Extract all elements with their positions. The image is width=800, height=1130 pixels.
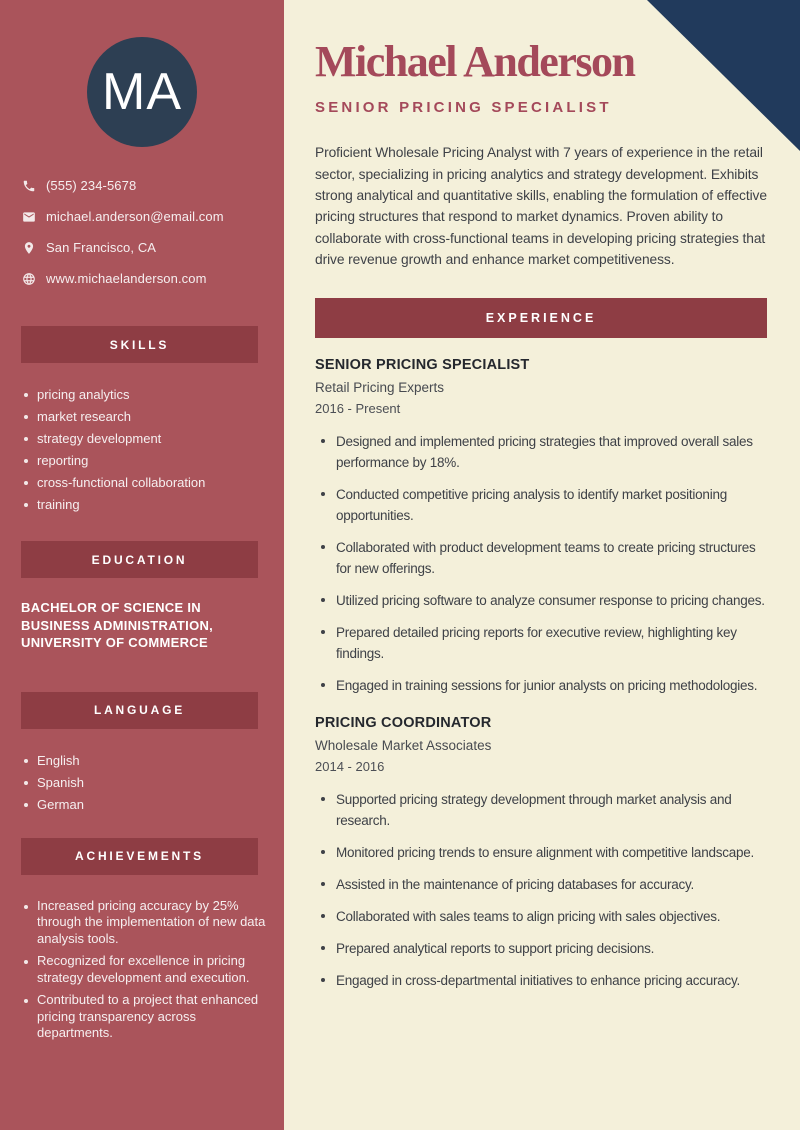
language-label: German [37,796,84,812]
contact-section [0,178,284,286]
bullet-dot [321,630,325,634]
achievement-text: Contributed to a project that enhanced pricing transparency across departments. [37,992,259,1040]
achievement-item [24,898,268,948]
job-role: PRICING COORDINATOR [315,715,492,732]
sidebar [0,0,284,1130]
achievement-item [24,992,268,1042]
bullet-dot [321,914,325,918]
job-bullet-text: Monitored pricing trends to ensure alignment with competitive landscape. [336,845,754,861]
language-list [0,752,284,813]
map-pin-icon [22,241,36,255]
job-role: SENIOR PRICING SPECIALIST [315,357,530,374]
experience-section-header [315,298,767,338]
job-bullet [315,537,767,579]
job-bullet [315,842,767,863]
bullet-dot [321,545,325,549]
achievement-text: Recognized for excellence in pricing strategy development and execution. [37,953,250,985]
job-bullet-text: Designed and implemented pricing strategies that improved overall sales performance by 18%. [336,434,753,471]
bullet-dot [24,437,28,441]
education-degree: BACHELOR OF SCIENCE IN BUSINESS ADMINISTRATION, UNIVERSITY OF COMMERCE [21,600,214,650]
globe-icon [22,272,36,286]
language-item [24,752,268,769]
bullet-dot [24,503,28,507]
skills-section-header [21,326,258,363]
job-dates: 2016 - Present [315,401,401,417]
bullet-dot [321,797,325,801]
language-label: Spanish [37,774,84,790]
contact-phone[interactable] [22,178,284,193]
job-bullet [315,789,767,831]
bullet-dot [321,978,325,982]
skill-label: pricing analytics [37,387,130,402]
avatar [87,37,197,147]
skill-label: reporting [37,453,89,468]
experience-section-title: EXPERIENCE [485,311,597,326]
bullet-dot [24,759,28,763]
language-section-header [21,692,258,729]
bullet-dot [24,415,28,419]
job-bullet-text: Prepared detailed pricing reports for executive review, highlighting key findings. [336,625,737,662]
achievement-text: Increased pricing accuracy by 25% through the implementation of new data analysis tools. [37,897,266,946]
job-bullet-list [315,431,767,696]
language-label: English [37,752,80,768]
job-bullet [315,622,767,664]
phone-number: (555) 234-5678 [46,178,137,193]
job-bullet [315,938,767,959]
bullet-dot [321,439,325,443]
bullet-dot [24,393,28,397]
contact-website[interactable] [22,271,284,286]
email-address: michael.anderson@email.com [46,209,224,224]
job-bullet-text: Collaborated with sales teams to align pricing with sales objectives. [336,909,721,925]
avatar-initials: MA [102,63,182,121]
skill-label: cross-functional collaboration [37,475,206,490]
achievements-list [0,898,284,1042]
bullet-dot [321,850,325,854]
job-bullet [315,675,767,696]
skill-item [24,408,268,425]
bullet-dot [24,481,28,485]
job-bullet-text: Supported pricing strategy development through market analysis and research. [336,792,732,829]
phone-icon [22,179,36,193]
achievement-item [24,953,268,986]
main-content [284,0,800,1130]
job-bullet-text: Engaged in cross-departmental initiatives to enhance pricing accuracy. [336,973,740,989]
education-section-title: EDUCATION [91,552,188,567]
job-bullet [315,484,767,526]
bullet-dot [321,882,325,886]
bullet-dot [24,999,28,1003]
education-section-header [21,541,258,578]
job-bullet-text: Utilized pricing software to analyze consumer response to pricing changes. [336,593,765,609]
skill-item [24,474,268,491]
language-section-title: LANGUAGE [93,703,186,717]
job-bullet-text: Engaged in training sessions for junior analysts on pricing methodologies. [336,678,758,694]
skill-label: strategy development [37,431,162,446]
bullet-dot [24,781,28,785]
job-dates: 2014 - 2016 [315,759,385,775]
bullet-dot [321,598,325,602]
skill-label: training [37,497,80,512]
job-bullet [315,431,767,473]
profile-job-title: SENIOR PRICING SPECIALIST [315,99,612,117]
profile-summary: Proficient Wholesale Pricing Analyst with 7 years of experience in the retail sector, specializing in pricing analytics and strategy development. Exhibits strong analytical and quantitative skills, enabling the formulation of effective pricing structures that respond to market dynamics. Proven ability to collaborate with cross-functional teams in developing pricing strategies that drive revenue growth and enhance market competitiveness. [315,145,767,267]
bullet-dot [24,905,28,909]
bullet-dot [321,683,325,687]
page-title: Michael Anderson [315,37,635,86]
skill-label: market research [37,409,131,424]
skill-item [24,430,268,447]
contact-location [22,240,284,255]
job-bullet-text: Collaborated with product development teams to create pricing structures for new offerings. [336,540,756,577]
job-company: Wholesale Market Associates [315,738,492,754]
skill-item [24,496,268,513]
location-text: San Francisco, CA [46,240,157,255]
job-bullet-text: Prepared analytical reports to support pricing decisions. [336,941,655,957]
bullet-dot [24,803,28,807]
achievements-section-title: ACHIEVEMENTS [75,849,204,863]
job-bullet-text: Assisted in the maintenance of pricing databases for accuracy. [336,877,694,893]
language-item [24,774,268,791]
website-url: www.michaelanderson.com [46,271,207,286]
mail-icon [22,210,36,224]
job-bullet-list [315,789,767,991]
bullet-dot [24,459,28,463]
contact-email[interactable] [22,209,284,224]
skills-list [0,386,284,513]
job-bullet-text: Conducted competitive pricing analysis to identify market positioning opportunities. [336,487,727,524]
bullet-dot [321,946,325,950]
job-company: Retail Pricing Experts [315,380,445,396]
skills-section-title: SKILLS [109,337,170,352]
job-entry [315,357,767,696]
job-bullet [315,874,767,895]
job-entry [315,715,767,991]
job-bullet [315,590,767,611]
language-item [24,796,268,813]
skill-item [24,452,268,469]
skill-item [24,386,268,403]
job-bullet [315,970,767,991]
job-bullet [315,906,767,927]
achievements-section-header [21,838,258,875]
bullet-dot [24,960,28,964]
bullet-dot [321,492,325,496]
